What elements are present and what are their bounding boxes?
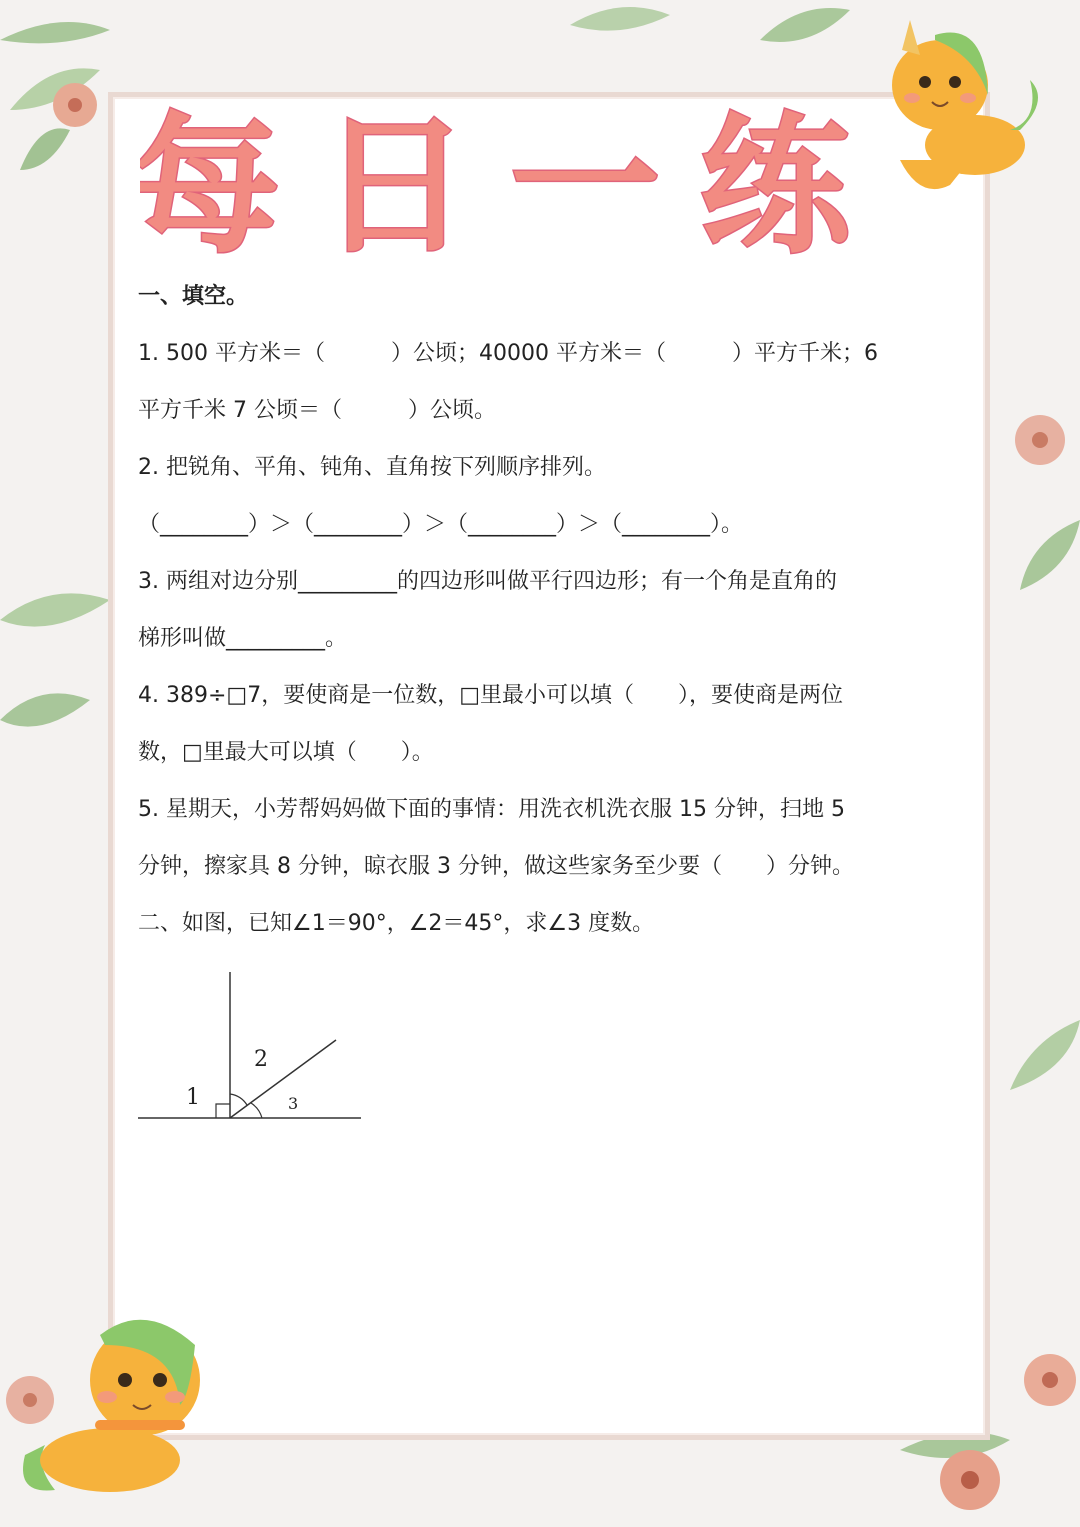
- section2-heading: 二、如图，已知∠1＝90°，∠2＝45°，求∠3 度数。: [138, 911, 655, 936]
- slanted-line: [230, 1040, 336, 1118]
- angle-label-3: 3: [288, 1094, 299, 1113]
- worksheet-content: [138, 272, 958, 956]
- question-4-line-2: 数，□里最大可以填（ ）。: [138, 740, 434, 765]
- pony-mascot-bottom-left: [15, 1305, 205, 1500]
- question-3-line-1: 3. 两组对边分别_________的四边形叫做平行四边形；有一个角是直角的: [138, 569, 837, 594]
- title-text: 每日一练: [140, 100, 880, 265]
- question-2-line-2: （________）＞（________）＞（________）＞（________）。: [138, 512, 744, 537]
- leaf-decoration-left: [0, 560, 120, 780]
- question-5-line-1: 5. 星期天，小芳帮妈妈做下面的事情：用洗衣机洗衣服 15 分钟，扫地 5: [138, 797, 845, 822]
- worksheet-title: [140, 100, 880, 265]
- question-1-line-1: 1. 500 平方米＝（ ）公顷；40000 平方米＝（ ）平方千米；6: [138, 341, 878, 366]
- angle-2-arc: [230, 1094, 247, 1105]
- question-1-line-2: 平方千米 7 公顷＝（ ）公顷。: [138, 398, 496, 423]
- angle-diagram: [136, 960, 366, 1130]
- question-4-line-1: 4. 389÷□7，要使商是一位数，□里最小可以填（ ），要使商是两位: [138, 683, 843, 708]
- leaf-decoration-right: [990, 400, 1080, 1100]
- right-angle-mark: [216, 1104, 230, 1118]
- question-3-line-2: 梯形叫做_________。: [138, 626, 348, 651]
- angle-label-2: 2: [254, 1047, 268, 1072]
- section1-heading: 一、填空。: [138, 284, 249, 309]
- angle-3-arc: [251, 1103, 262, 1118]
- angle-label-1: 1: [186, 1085, 200, 1110]
- question-5-line-2: 分钟，擦家具 8 分钟，晾衣服 3 分钟，做这些家务至少要（ ）分钟。: [138, 854, 854, 879]
- question-2-line-1: 2. 把锐角、平角、钝角、直角按下列顺序排列。: [138, 455, 606, 480]
- pony-mascot-top-right: [880, 10, 1040, 210]
- leaf-decoration-top-right: [560, 0, 860, 70]
